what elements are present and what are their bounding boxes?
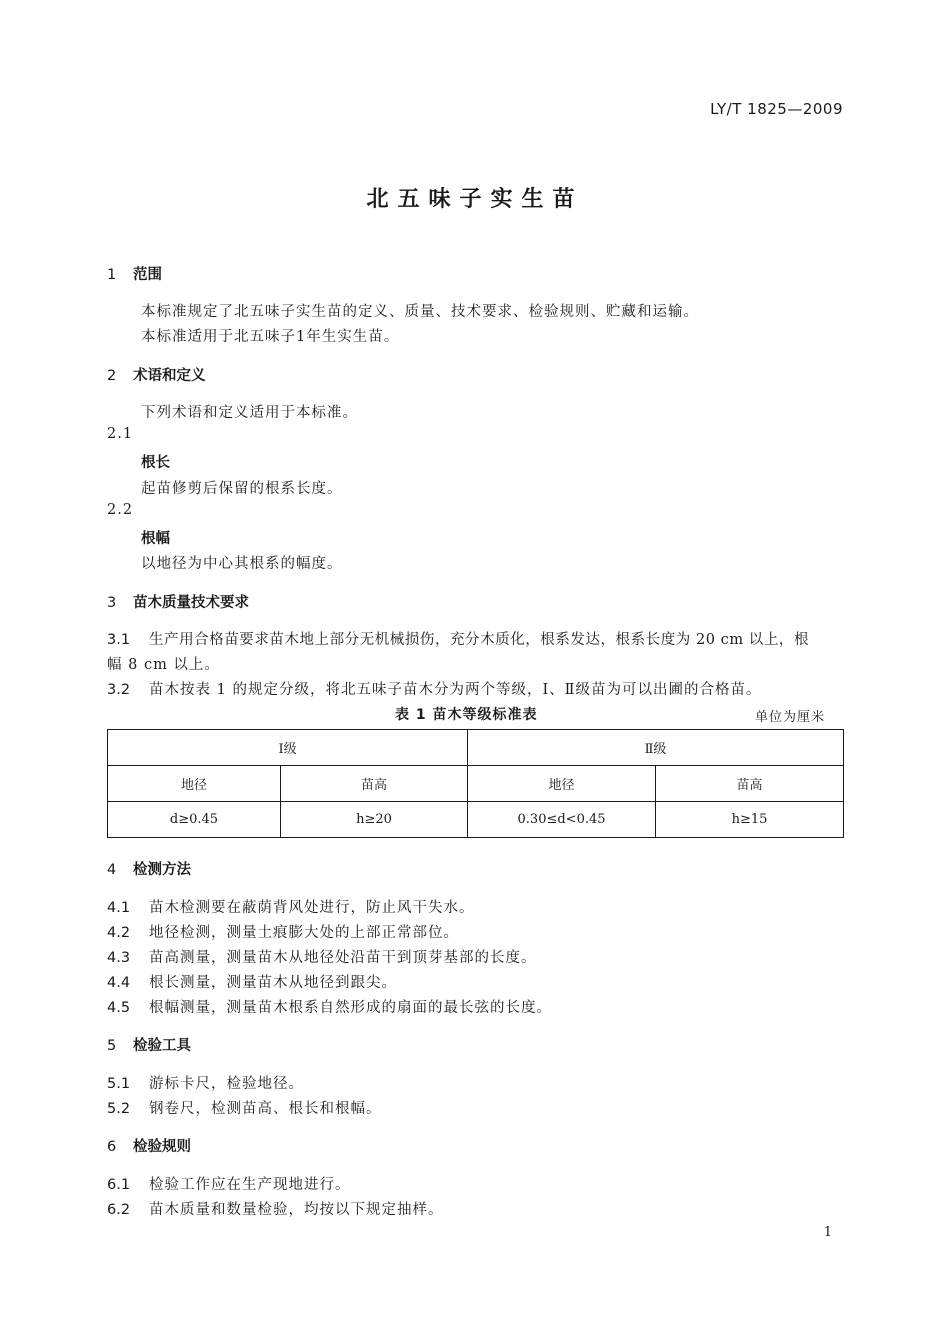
section-6-heading (107, 1135, 191, 1156)
table-row (108, 766, 844, 802)
column-header-height: 苗高 (281, 766, 468, 802)
document-title: 北五味子实生苗 (366, 187, 584, 212)
clause-text: 地径检测，测量土痕膨大处的上部正常部位。 (149, 925, 459, 941)
section-3-heading (107, 591, 249, 612)
clause-number: 5.1 (107, 1076, 131, 1092)
clause-number: 3.2 (107, 682, 131, 698)
clause-number: 4.4 (107, 975, 131, 991)
section-title: 术语和定义 (133, 368, 206, 384)
grade-table (107, 729, 844, 838)
clause (107, 946, 537, 967)
clause (107, 678, 762, 699)
term-name: 根长 (141, 455, 170, 471)
clause-continuation: 幅 8 cm 以上。 (107, 657, 220, 673)
section-title: 检验工具 (133, 1038, 191, 1054)
clause (107, 896, 475, 917)
section-number: 1 (107, 267, 117, 283)
term-name: 根幅 (141, 531, 170, 547)
grade-2-header: Ⅱ级 (468, 730, 844, 766)
section-title: 范围 (133, 267, 162, 283)
clause (107, 1097, 382, 1118)
table-cell: h≥15 (656, 802, 844, 838)
section-number: 2 (107, 368, 117, 384)
clause-text: 生产用合格苗要求苗木地上部分无机械损伤，充分木质化，根系发达，根系长度为 20 cm 以上，根 (149, 632, 809, 648)
clause-number: 4.5 (107, 1000, 131, 1016)
clause-number: 4.1 (107, 900, 131, 916)
clause (107, 1198, 444, 1219)
table-cell: h≥20 (281, 802, 468, 838)
table-row (108, 802, 844, 838)
section-title: 检测方法 (133, 862, 191, 878)
section-title: 检验规则 (133, 1139, 191, 1155)
clause-text: 游标卡尺，检验地径。 (149, 1076, 304, 1092)
section-title: 苗木质量技术要求 (133, 595, 249, 611)
clause (107, 971, 397, 992)
term-number: 2.1 (107, 426, 134, 442)
paragraph: 本标准适用于北五味子1年生实生苗。 (141, 329, 400, 345)
standard-code: LY/T 1825—2009 (710, 100, 843, 118)
clause-text: 苗木检测要在蔽荫背风处进行，防止风干失水。 (149, 900, 475, 916)
clause (107, 1072, 304, 1093)
term-definition: 起苗修剪后保留的根系长度。 (141, 481, 343, 497)
clause (107, 996, 552, 1017)
section-4-heading (107, 858, 191, 879)
page-number: 1 (823, 1225, 832, 1240)
column-header-height: 苗高 (656, 766, 844, 802)
clause-text: 根长测量，测量苗木从地径到跟尖。 (149, 975, 397, 991)
clause (107, 628, 809, 649)
grade-1-header: Ⅰ级 (108, 730, 468, 766)
clause (107, 921, 459, 942)
clause-number: 4.2 (107, 925, 131, 941)
clause-text: 根幅测量，测量苗木根系自然形成的扇面的最长弦的长度。 (149, 1000, 552, 1016)
term-number: 2.2 (107, 502, 134, 518)
section-number: 5 (107, 1038, 117, 1054)
column-header-diameter: 地径 (468, 766, 656, 802)
clause-number: 4.3 (107, 950, 131, 966)
table-cell: d≥0.45 (108, 802, 281, 838)
clause (107, 1173, 351, 1194)
section-number: 6 (107, 1139, 117, 1155)
clause-number: 3.1 (107, 632, 131, 648)
clause-text: 苗木按表 1 的规定分级，将北五味子苗木分为两个等级，Ⅰ、Ⅱ级苗为可以出圃的合格苗。 (149, 682, 762, 698)
term-definition: 以地径为中心其根系的幅度。 (141, 556, 343, 572)
column-header-diameter: 地径 (108, 766, 281, 802)
clause-text: 苗木质量和数量检验，均按以下规定抽样。 (149, 1202, 444, 1218)
section-5-heading (107, 1034, 191, 1055)
table-row (108, 730, 844, 766)
paragraph: 本标准规定了北五味子实生苗的定义、质量、技术要求、检验规则、贮藏和运输。 (141, 304, 699, 320)
clause-text: 检验工作应在生产现地进行。 (149, 1177, 351, 1193)
section-1-heading (107, 263, 162, 284)
section-number: 3 (107, 595, 117, 611)
paragraph: 下列术语和定义适用于本标准。 (141, 405, 358, 421)
table-cell: 0.30≤d<0.45 (468, 802, 656, 838)
clause-text: 苗高测量，测量苗木从地径处沿苗干到顶芽基部的长度。 (149, 950, 537, 966)
clause-number: 5.2 (107, 1101, 131, 1117)
table-unit: 单位为厘米 (754, 710, 825, 725)
clause-number: 6.1 (107, 1177, 131, 1193)
section-2-heading (107, 364, 206, 385)
clause-number: 6.2 (107, 1202, 131, 1218)
table-caption: 表 1 苗木等级标准表 (395, 707, 538, 723)
clause-text: 钢卷尺，检测苗高、根长和根幅。 (149, 1101, 382, 1117)
section-number: 4 (107, 862, 117, 878)
